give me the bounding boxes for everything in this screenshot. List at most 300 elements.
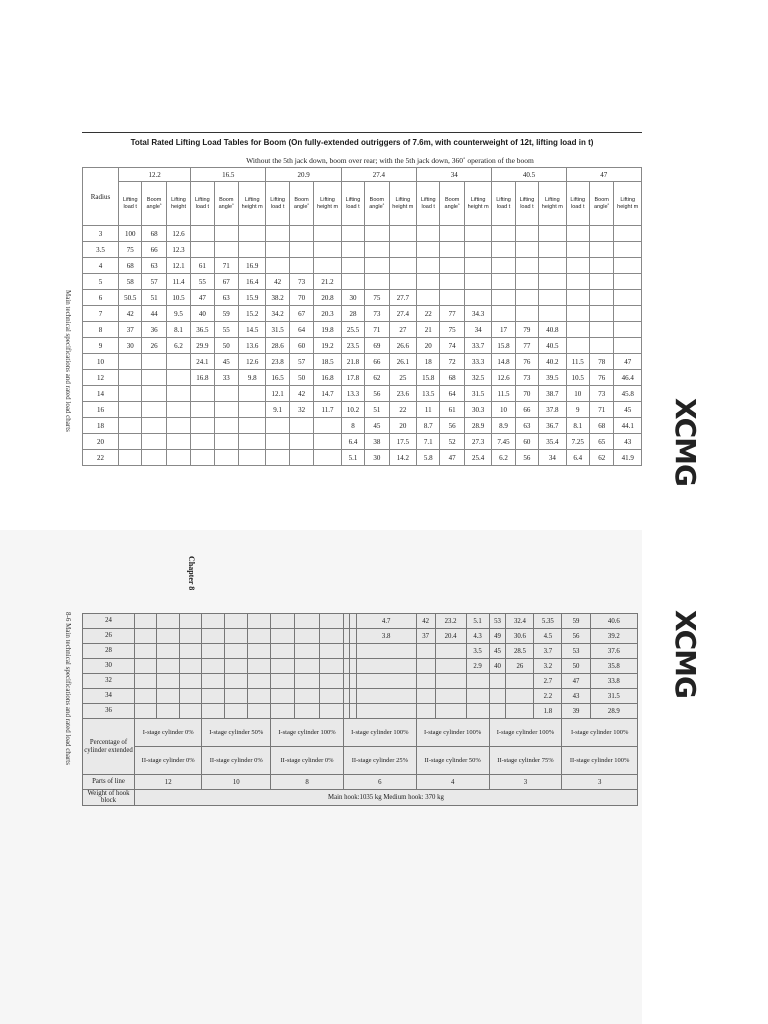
value-cell: 26 [506,659,534,674]
value-cell: 59 [562,614,590,629]
value-cell [295,674,319,689]
value-cell: 53 [562,644,590,659]
value-cell: 5.1 [341,450,364,466]
value-cell: 31.5 [464,386,491,402]
table-row [83,689,638,704]
parts-cell: 3 [489,775,562,790]
value-cell: 12.3 [166,242,190,258]
value-cell: 71 [214,258,238,274]
value-cell: 8.9 [492,418,515,434]
value-cell [202,674,225,689]
value-cell [314,434,341,450]
value-cell: 12.1 [266,386,289,402]
value-cell: 58 [119,274,142,290]
value-cell: 56 [365,386,389,402]
value-cell [266,450,289,466]
value-cell: 40.8 [539,322,566,338]
stage1-cell: I-stage cylinder 100% [489,719,562,747]
value-cell [589,258,613,274]
value-cell [492,306,515,322]
value-cell: 61 [440,402,464,418]
value-cell: 40.6 [590,614,637,629]
value-cell: 11.5 [566,354,589,370]
radius-cell: 8 [83,322,119,338]
radius-cell: 20 [83,434,119,450]
value-cell: 14.5 [239,322,266,338]
value-cell: 31.5 [266,322,289,338]
value-cell: 28 [341,306,364,322]
value-cell [614,290,642,306]
value-cell [417,226,440,242]
parts-cell: 10 [202,775,271,790]
value-cell [589,242,613,258]
value-cell [271,644,295,659]
value-cell: 8 [341,418,364,434]
stage2-cell: II-stage cylinder 100% [562,747,638,775]
value-cell [416,674,435,689]
value-cell [166,354,190,370]
value-cell: 28.9 [464,418,491,434]
value-cell: 63 [515,418,538,434]
stage2-cell: II-stage cylinder 0% [271,747,344,775]
weight-label: Weight of hook block [83,790,135,806]
value-cell: 24.1 [191,354,214,370]
value-cell [142,402,166,418]
value-cell [225,689,248,704]
value-cell [356,644,416,659]
radius-cell: 30 [83,659,135,674]
value-cell [341,274,364,290]
value-cell: 27.4 [389,306,416,322]
value-cell [202,614,225,629]
value-cell [466,689,489,704]
value-cell: 73 [365,306,389,322]
value-cell: 3.8 [356,629,416,644]
value-cell [489,689,506,704]
percentage-label: Percentage of cylinder extended [83,719,135,775]
value-cell [135,674,157,689]
column-sub-header: Lifting height m [539,182,566,226]
value-cell: 20.8 [314,290,341,306]
parts-row [83,775,638,790]
stage1-cell: I-stage cylinder 0% [135,719,202,747]
value-cell [248,689,271,704]
value-cell [179,689,202,704]
value-cell: 9.1 [266,402,289,418]
value-cell [319,674,343,689]
value-cell [539,274,566,290]
value-cell: 39.2 [590,629,637,644]
value-cell [319,644,343,659]
value-cell [356,674,416,689]
column-sub-header: Lifting height [166,182,190,226]
value-cell: 12.1 [166,258,190,274]
value-cell: 53 [489,614,506,629]
value-cell [566,290,589,306]
value-cell: 57 [142,274,166,290]
value-cell [289,242,313,258]
value-cell: 40 [489,659,506,674]
value-cell: 11.4 [166,274,190,290]
value-cell: 33 [214,370,238,386]
value-cell [142,354,166,370]
value-cell [191,450,214,466]
lifting-load-table [82,167,642,466]
side-caption-bottom: 8-6 Main technical specifications and rated load charts [64,612,72,765]
value-cell: 15.9 [239,290,266,306]
value-cell [341,258,364,274]
value-cell [389,226,416,242]
value-cell: 17.8 [341,370,364,386]
value-cell [489,704,506,719]
value-cell: 39 [562,704,590,719]
value-cell [191,418,214,434]
value-cell: 55 [214,322,238,338]
value-cell: 13.5 [417,386,440,402]
value-cell [142,450,166,466]
value-cell [464,274,491,290]
table-row [83,322,642,338]
column-sub-header: Boom angle˚ [142,182,166,226]
table-row [83,258,642,274]
value-cell [295,659,319,674]
value-cell [515,226,538,242]
value-cell: 38 [365,434,389,450]
table-row [83,644,638,659]
value-cell: 6.4 [341,434,364,450]
boom-length-header: 20.9 [266,168,341,182]
value-cell [119,402,142,418]
value-cell: 11 [417,402,440,418]
value-cell [119,370,142,386]
stage1-cell: I-stage cylinder 50% [202,719,271,747]
value-cell: 50.5 [119,290,142,306]
radius-cell: 14 [83,386,119,402]
value-cell: 39.5 [539,370,566,386]
table-row [83,306,642,322]
value-cell: 75 [440,322,464,338]
value-cell: 38.7 [539,386,566,402]
radius-cell: 28 [83,644,135,659]
parts-label: Parts of line [83,775,135,790]
value-cell [566,258,589,274]
value-cell [566,226,589,242]
table-row [83,338,642,354]
value-cell: 68 [589,418,613,434]
value-cell [319,629,343,644]
value-cell: 25.5 [341,322,364,338]
side-caption-top: Main technical specifications and rated load charts [64,290,72,432]
stage2-cell: II-stage cylinder 25% [343,747,416,775]
value-cell: 64 [289,322,313,338]
value-cell: 17.5 [389,434,416,450]
radius-cell: 18 [83,418,119,434]
value-cell [119,450,142,466]
value-cell [214,242,238,258]
value-cell [466,674,489,689]
value-cell [271,704,295,719]
value-cell: 44.1 [614,418,642,434]
value-cell [289,226,313,242]
value-cell [135,704,157,719]
value-cell: 37.8 [539,402,566,418]
value-cell [271,629,295,644]
stage2-row [83,747,638,775]
value-cell [142,370,166,386]
value-cell [202,659,225,674]
value-cell: 2.9 [466,659,489,674]
value-cell [239,226,266,242]
value-cell: 18 [417,354,440,370]
value-cell [440,274,464,290]
value-cell [314,450,341,466]
value-cell [314,242,341,258]
radius-cell: 6 [83,290,119,306]
value-cell [492,258,515,274]
value-cell: 67 [289,306,313,322]
value-cell [214,418,238,434]
boom-length-header: 40.5 [492,168,566,182]
value-cell [119,434,142,450]
value-cell: 45 [365,418,389,434]
value-cell: 16.4 [239,274,266,290]
value-cell: 23.5 [341,338,364,354]
value-cell: 37.6 [590,644,637,659]
column-sub-header: Boom angle˚ [440,182,464,226]
column-sub-header: Boom angle˚ [214,182,238,226]
value-cell: 56 [515,450,538,466]
value-cell: 73 [289,274,313,290]
radius-cell: 32 [83,674,135,689]
value-cell [239,434,266,450]
stage1-row [83,719,638,747]
value-cell: 77 [440,306,464,322]
value-cell: 50 [289,370,313,386]
value-cell: 66 [515,402,538,418]
value-cell: 77 [515,338,538,354]
value-cell: 75 [365,290,389,306]
table-title: Total Rated Lifting Load Tables for Boom (On fully-extended outriggers of 7.6m, with counterweight of 12t, lifting load in t) [130,138,594,147]
value-cell: 45 [614,402,642,418]
value-cell [589,274,613,290]
value-cell: 75 [119,242,142,258]
value-cell [389,258,416,274]
value-cell: 5.1 [466,614,489,629]
value-cell [566,306,589,322]
bottom-right-margin [642,530,768,1024]
value-cell: 9.5 [166,306,190,322]
value-cell: 30 [365,450,389,466]
radius-header: Radius [83,168,119,226]
value-cell: 15.8 [492,338,515,354]
value-cell: 17 [492,322,515,338]
value-cell: 56 [440,418,464,434]
parts-cell: 6 [343,775,416,790]
value-cell: 11.7 [314,402,341,418]
value-cell: 14.8 [492,354,515,370]
value-cell [135,629,157,644]
value-cell [365,258,389,274]
value-cell: 26 [142,338,166,354]
value-cell: 40.5 [539,338,566,354]
value-cell: 11.5 [492,386,515,402]
value-cell [266,418,289,434]
value-cell [157,644,179,659]
value-cell: 68 [119,258,142,274]
value-cell [225,674,248,689]
chapter-label: Chapter 8 [187,556,196,591]
stage2-cell: II-stage cylinder 75% [489,747,562,775]
value-cell: 78 [589,354,613,370]
column-sub-header: Lifting load t [266,182,289,226]
value-cell [440,242,464,258]
table-row [83,402,642,418]
value-cell: 50 [214,338,238,354]
value-cell [157,689,179,704]
value-cell: 10 [492,402,515,418]
value-cell: 6.4 [566,450,589,466]
value-cell [515,274,538,290]
value-cell: 62 [589,450,613,466]
value-cell [191,434,214,450]
value-cell [435,704,466,719]
table-row [83,674,638,689]
table-row [83,370,642,386]
value-cell [365,242,389,258]
value-cell [119,418,142,434]
table-subtitle: Without the 5th jack down, boom over rear; with the 5th jack down, 360˚ operation of the boom [246,156,534,165]
value-cell: 49 [489,629,506,644]
value-cell: 7.25 [566,434,589,450]
value-cell: 71 [365,322,389,338]
value-cell: 3.2 [534,659,562,674]
value-cell: 36.7 [539,418,566,434]
value-cell: 26.1 [389,354,416,370]
table-row [83,242,642,258]
value-cell: 28.9 [590,704,637,719]
value-cell [166,386,190,402]
value-cell [295,629,319,644]
value-cell: 25.4 [464,450,491,466]
value-cell: 37 [416,629,435,644]
column-sub-header: Lifting load t [191,182,214,226]
value-cell: 5.8 [417,450,440,466]
value-cell [417,258,440,274]
value-cell: 19.8 [314,322,341,338]
value-cell [506,689,534,704]
value-cell [157,629,179,644]
value-cell [225,659,248,674]
column-sub-header: Lifting load t [119,182,142,226]
value-cell: 34 [464,322,491,338]
value-cell [440,258,464,274]
boom-length-header: 34 [417,168,492,182]
value-cell: 23.6 [389,386,416,402]
value-cell [248,614,271,629]
table-row [83,659,638,674]
value-cell [225,629,248,644]
boom-length-header-row [83,168,642,182]
value-cell: 12.6 [166,226,190,242]
value-cell [202,644,225,659]
value-cell: 42 [119,306,142,322]
value-cell: 30.3 [464,402,491,418]
value-cell [539,226,566,242]
value-cell: 36 [142,322,166,338]
value-cell: 32.5 [464,370,491,386]
value-cell: 70 [289,290,313,306]
value-cell [239,242,266,258]
value-cell: 76 [515,354,538,370]
value-cell: 56 [562,629,590,644]
value-cell: 68 [142,226,166,242]
value-cell [539,290,566,306]
boom-length-header: 12.2 [119,168,191,182]
value-cell: 16.5 [266,370,289,386]
value-cell [492,242,515,258]
value-cell [289,258,313,274]
value-cell [417,242,440,258]
value-cell: 20 [389,418,416,434]
value-cell [515,258,538,274]
value-cell [157,659,179,674]
value-cell: 37 [119,322,142,338]
value-cell [248,704,271,719]
value-cell: 51 [142,290,166,306]
value-cell: 70 [515,386,538,402]
column-sub-header: Lifting height m [614,182,642,226]
value-cell: 5.35 [534,614,562,629]
value-cell: 30.6 [506,629,534,644]
value-cell: 8.1 [566,418,589,434]
value-cell [289,418,313,434]
value-cell [515,242,538,258]
value-cell [464,242,491,258]
value-cell [416,644,435,659]
value-cell: 12.6 [492,370,515,386]
value-cell [435,674,466,689]
boom-length-header: 16.5 [191,168,266,182]
value-cell: 22 [389,402,416,418]
value-cell [440,290,464,306]
radius-cell: 24 [83,614,135,629]
column-sub-header: Lifting height m [239,182,266,226]
radius-cell: 34 [83,689,135,704]
parts-cell: 12 [135,775,202,790]
value-cell [319,614,343,629]
value-cell [142,418,166,434]
value-cell [166,434,190,450]
value-cell [239,402,266,418]
radius-cell: 10 [83,354,119,370]
value-cell: 69 [365,338,389,354]
table-row [83,386,642,402]
value-cell: 43 [562,689,590,704]
value-cell [266,242,289,258]
value-cell: 21 [417,322,440,338]
xcmg-logo-bottom: XCMG [669,610,702,698]
value-cell [566,338,589,354]
value-cell: 6.2 [492,450,515,466]
value-cell [365,274,389,290]
value-cell: 59 [214,306,238,322]
value-cell [341,226,364,242]
value-cell: 4.3 [466,629,489,644]
value-cell: 51 [365,402,389,418]
value-cell [389,242,416,258]
value-cell: 19.2 [314,338,341,354]
value-cell: 13.3 [341,386,364,402]
